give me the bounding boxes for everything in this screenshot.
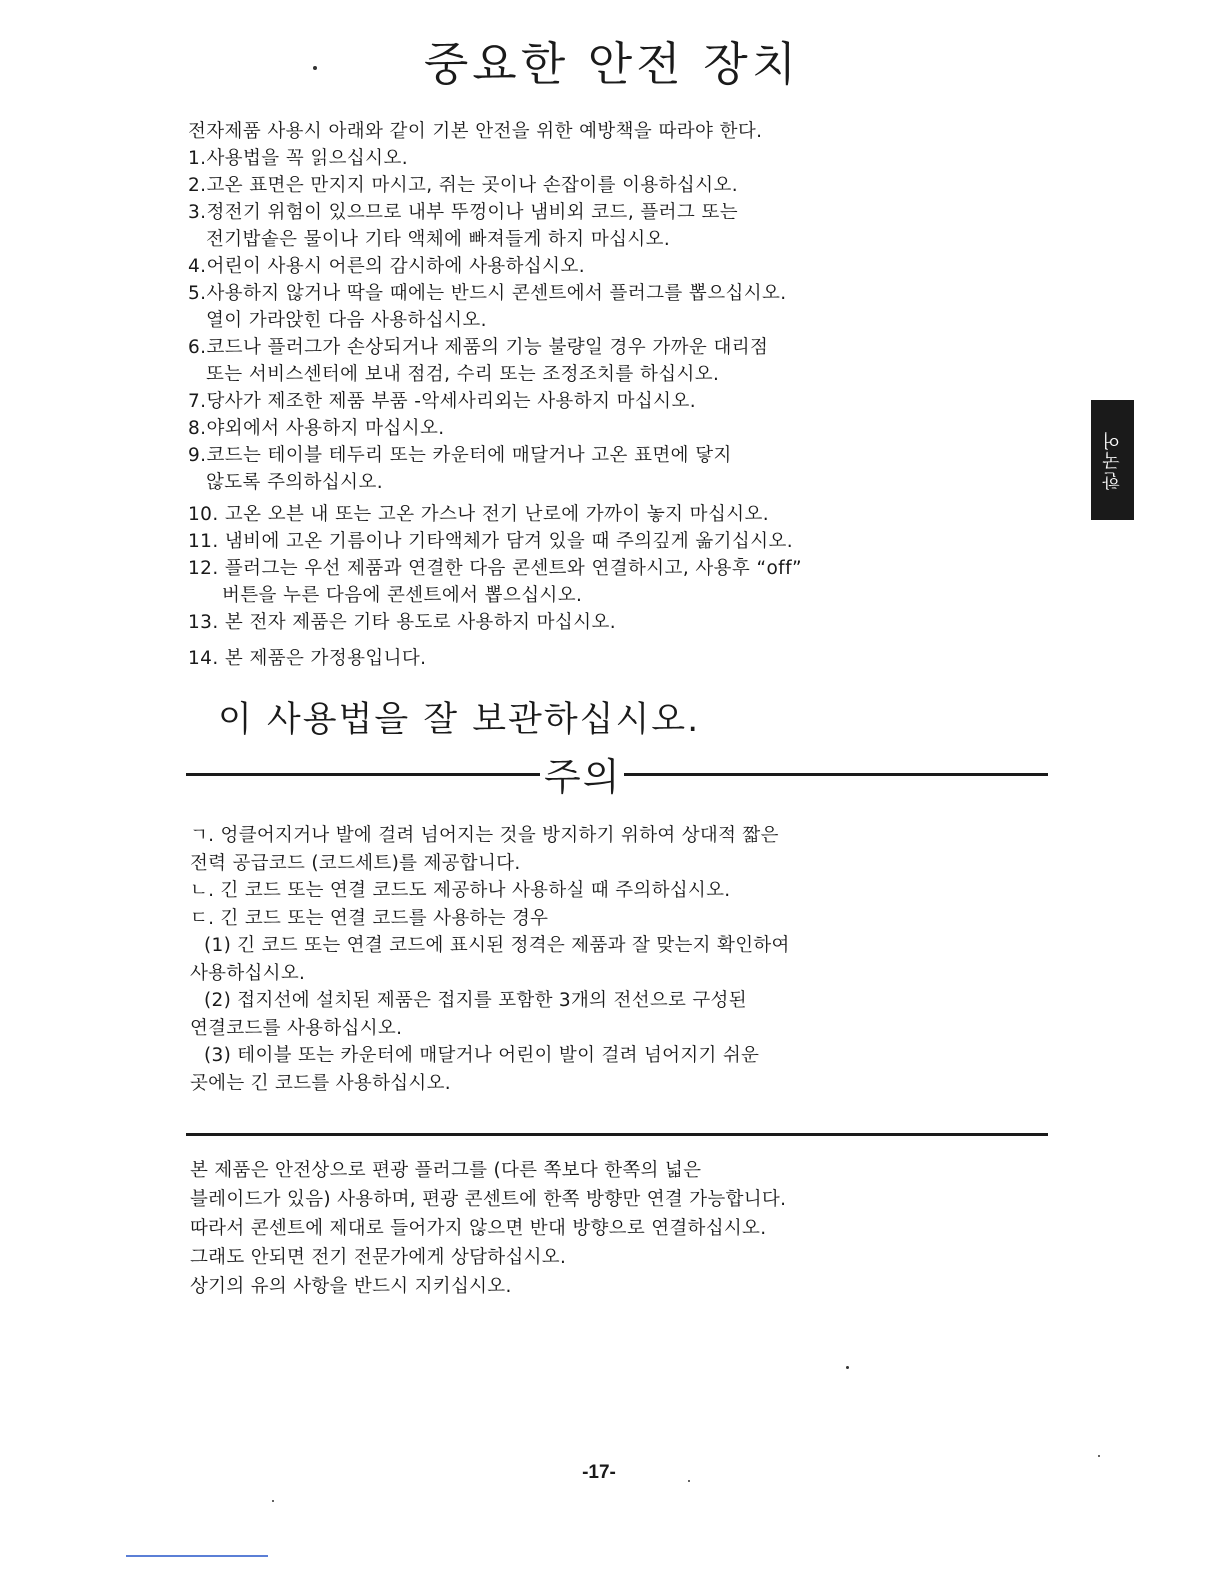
- list-item: 8.야외에서 사용하지 마십시오.: [188, 418, 445, 439]
- list-item: 11. 냄비에 고온 기름이나 기타액체가 담겨 있을 때 주의깊게 옮기십시오.: [188, 531, 794, 552]
- scan-speck: [846, 1366, 849, 1369]
- plug-line: 상기의 유의 사항을 반드시 지키십시오.: [190, 1276, 512, 1297]
- plug-line: 그래도 안되면 전기 전문가에게 상담하십시오.: [190, 1247, 567, 1268]
- list-item: 7.당사가 제조한 제품 부품 -악세사리외는 사용하지 마십시오.: [188, 391, 696, 412]
- caution-line: ㄴ. 긴 코드 또는 연결 코드도 제공하나 사용하실 때 주의하십시오.: [190, 880, 731, 901]
- list-item: 3.정전기 위험이 있으므로 내부 뚜껑이나 냄비외 코드, 플러그 또는 전기밥솥은 물이나 기타 액체에 빠져들게 하지 마십시오.: [188, 202, 739, 250]
- language-tab-label: 한국어: [1101, 430, 1123, 490]
- list-item: 5.사용하지 않거나 딱을 때에는 반드시 콘센트에서 플러그를 뽑으십시오. 열이 가라앉힌 다음 사용하십시오.: [188, 283, 787, 331]
- caution-line: ㄱ. 엉클어지거나 발에 걸려 넘어지는 것을 방지하기 위하여 상대적 짧은: [190, 825, 779, 846]
- caution-line: ㄷ. 긴 코드 또는 연결 코드를 사용하는 경우: [190, 907, 549, 929]
- list-item: 1.사용법을 꼭 읽으십시오.: [188, 148, 409, 169]
- caution-line: 전력 공급코드 (코드세트)를 제공합니다.: [190, 852, 521, 874]
- plug-line: 따라서 콘센트에 제대로 들어가지 않으면 반대 방향으로 연결하십시오.: [190, 1218, 767, 1239]
- scan-speck: [313, 66, 317, 70]
- page-number: -17-: [582, 1462, 616, 1483]
- scan-speck: [272, 1500, 274, 1502]
- scan-speck: [1098, 1455, 1100, 1457]
- list-item: 12. 플러그는 우선 제품과 연결한 다음 콘센트와 연결하시고, 사용후 “off” 버튼을 누른 다음에 콘센트에서 뽑으십시오.: [188, 558, 802, 606]
- list-item: 9.코드는 테이블 테두리 또는 카운터에 매달거나 고온 표면에 닿지 않도록 주의하십시오.: [188, 445, 732, 493]
- list-item: 13. 본 전자 제품은 기타 용도로 사용하지 마십시오.: [188, 612, 617, 633]
- caution-heading: [186, 744, 1048, 804]
- caution-line: 사용하십시오.: [190, 962, 306, 984]
- scan-speck: [688, 1480, 690, 1482]
- section-divider: [186, 1133, 1048, 1136]
- caution-label: 주의: [544, 755, 622, 799]
- divider: [624, 773, 1048, 776]
- plug-line: 블레이드가 있음) 사용하며, 편광 콘센트에 한쪽 방향만 연결 가능합니다.: [190, 1189, 787, 1210]
- caution-text: [190, 822, 910, 1097]
- caution-line: 연결코드를 사용하십시오.: [190, 1017, 403, 1039]
- caution-line: (1) 긴 코드 또는 연결 코드에 표시된 정격은 제품과 잘 맞는지 확인하여: [204, 935, 790, 956]
- list-item: 6.코드나 플러그가 손상되거나 제품의 기능 불량일 경우 가까운 대리점 또는 서비스센터에 보내 점검, 수리 또는 조정조치를 하십시오.: [188, 337, 769, 385]
- list-item: 4.어린이 사용시 어른의 감시하에 사용하십시오.: [188, 256, 586, 277]
- intro-text: 전자제품 사용시 아래와 같이 기본 안전을 위한 예방책을 따라야 한다.: [188, 121, 763, 142]
- page-title: 중요한 안전 장치: [423, 37, 801, 91]
- polarized-plug-notice: [190, 1156, 930, 1301]
- language-tab: [1091, 400, 1134, 520]
- list-item: 14. 본 제품은 가정용입니다.: [188, 648, 427, 669]
- caution-line: 곳에는 긴 코드를 사용하십시오.: [190, 1072, 451, 1094]
- list-item: 10. 고온 오븐 내 또는 고온 가스나 전기 난로에 가까이 놓지 마십시오.: [188, 504, 770, 525]
- list-item: 2.고온 표면은 만지지 마시고, 쥐는 곳이나 손잡이를 이용하십시오.: [188, 175, 739, 196]
- scan-artifact-line: [126, 1555, 268, 1557]
- plug-line: 본 제품은 안전상으로 편광 플러그를 (다른 쪽보다 한쪽의 넓은: [190, 1160, 702, 1181]
- caution-line: (2) 접지선에 설치된 제품은 접지를 포함한 3개의 전선으로 구성된: [204, 990, 747, 1011]
- caution-line: (3) 테이블 또는 카운터에 매달거나 어린이 발이 걸려 넘어지기 쉬운: [204, 1045, 760, 1066]
- keep-manual-notice: 이 사용법을 잘 보관하십시오.: [218, 700, 701, 740]
- divider: [186, 773, 540, 776]
